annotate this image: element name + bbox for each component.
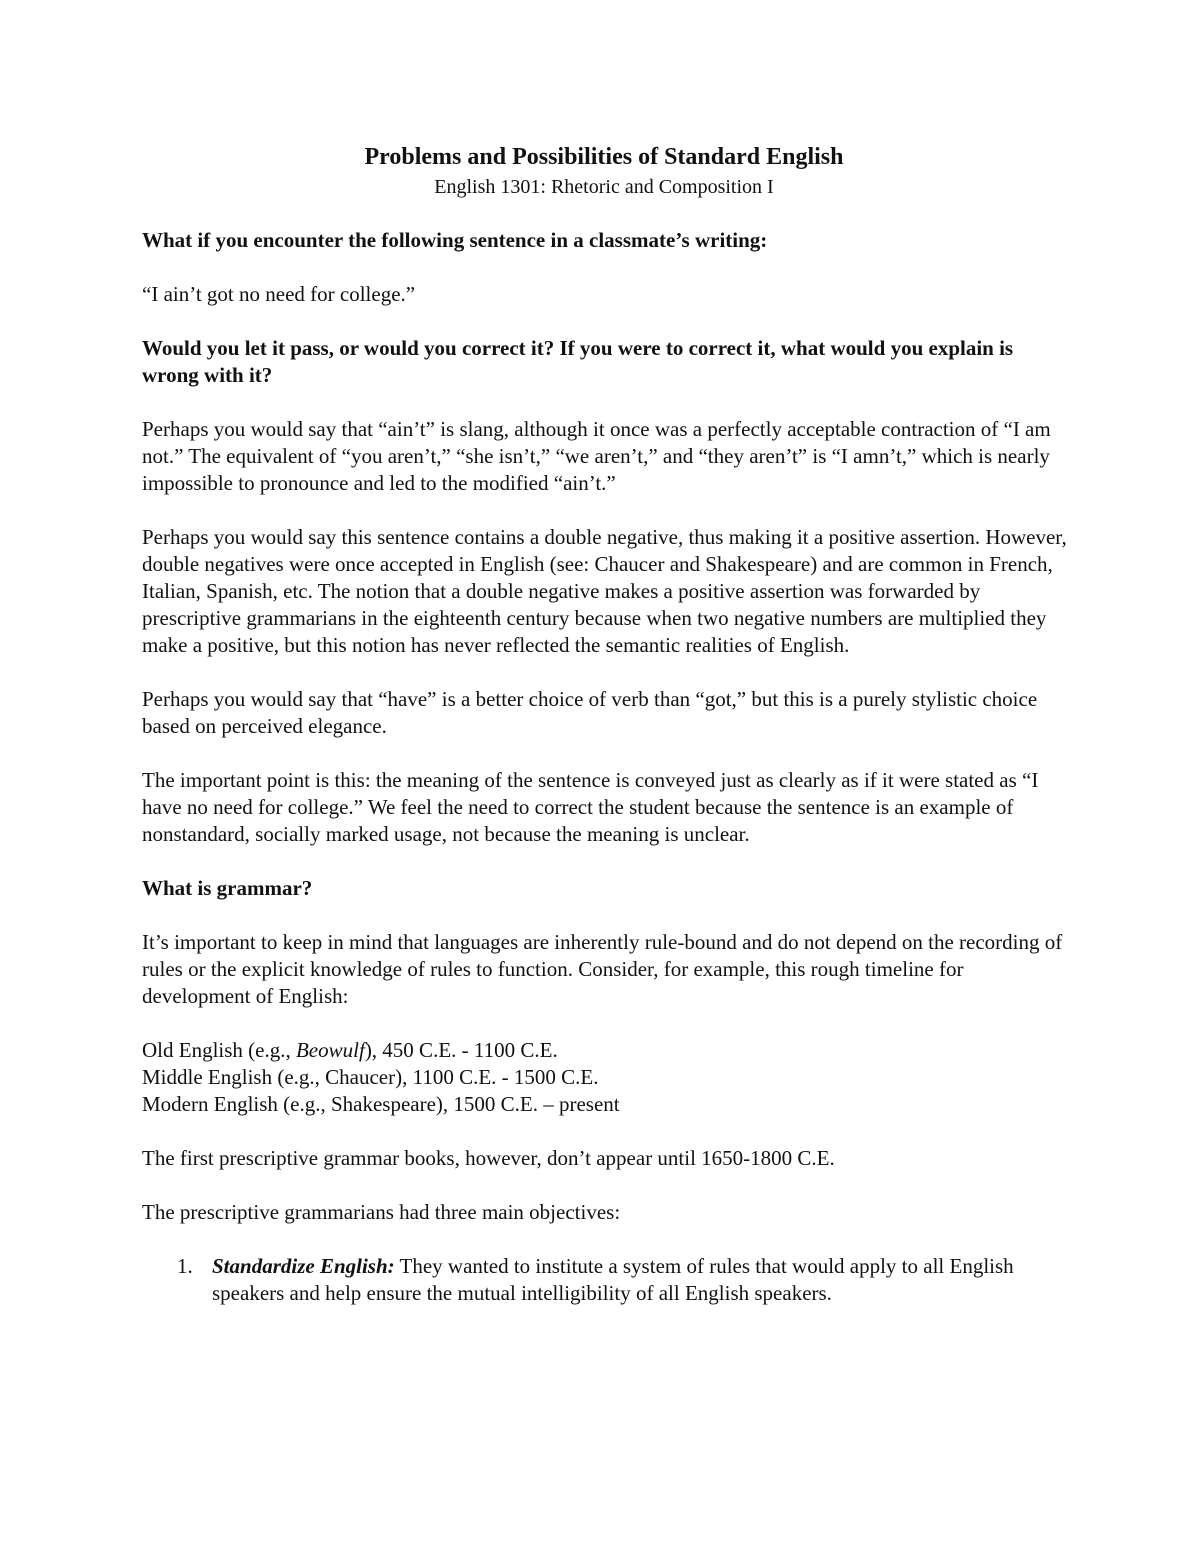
timeline-middle-english: Middle English (e.g., Chaucer), 1100 C.E. - 1500 C.E.	[142, 1065, 599, 1089]
paragraph-double-negative: Perhaps you would say this sentence contains a double negative, thus making it a positive assertion. However, double negatives were once accepted in English (see: Chaucer and Shakespeare) and are common in French, Italian, Spanish, etc. The notion that a double negative makes a positive assertion was forwarded by prescriptive grammarians in the eighteenth century because when two negative numbers are multiplied they make a positive, but this notion has never reflected the semantic realities of English.	[142, 525, 1067, 657]
paragraph-first-grammars: The first prescriptive grammar books, however, don’t appear until 1650-1800 C.E.	[142, 1146, 835, 1170]
example-sentence: “I ain’t got no need for college.”	[142, 282, 416, 306]
timeline-modern-english: Modern English (e.g., Shakespeare), 1500 C.E. – present	[142, 1092, 620, 1116]
paragraph-aint: Perhaps you would say that “ain’t” is slang, although it once was a perfectly acceptable contraction of “I am not.” The equivalent of “you aren’t,” “she isn’t,” “we aren’t,” and “they aren’t” is “I amn’t,” which is nearly impossible to pronounce and led to the modified “ain’t.”	[142, 417, 1051, 495]
document-body	[142, 140, 1072, 1307]
document-title: Problems and Possibilities of Standard English	[364, 144, 844, 170]
list-item-number: 1.	[177, 1254, 193, 1278]
timeline-old-suffix: ), 450 C.E. - 1100 C.E.	[364, 1038, 558, 1062]
question-paragraph: Would you let it pass, or would you correct it? If you were to correct it, what would you explain is wrong with it?	[142, 336, 1014, 387]
paragraph-have-got: Perhaps you would say that “have” is a better choice of verb than “got,” but this is a purely stylistic choice based on perceived elegance.	[142, 687, 1038, 738]
timeline-old-work: Beowulf	[295, 1038, 365, 1062]
section-heading-grammar: What is grammar?	[142, 876, 313, 900]
timeline	[142, 1037, 1072, 1118]
list-item	[142, 1253, 1072, 1307]
timeline-old-prefix: Old English (e.g.,	[142, 1038, 296, 1062]
list-item-text: They wanted to institute a system of rules that would apply to all English speakers and help ensure the mutual intelligibility of all English speakers.	[212, 1254, 1014, 1305]
question-heading: What if you encounter the following sentence in a classmate’s writing:	[142, 228, 768, 252]
list-item-term: Standardize English:	[212, 1254, 395, 1278]
paragraph-rule-bound: It’s important to keep in mind that languages are inherently rule-bound and do not depend on the recording of rules or the explicit knowledge of rules to function. Consider, for example, this rough timeline for development of English:	[142, 930, 1063, 1008]
timeline-old-english	[142, 1037, 1072, 1064]
paragraph-objectives: The prescriptive grammarians had three main objectives:	[142, 1200, 621, 1224]
objectives-list	[142, 1253, 1072, 1307]
document-subtitle: English 1301: Rhetoric and Composition I	[434, 176, 774, 198]
paragraph-important-point: The important point is this: the meaning of the sentence is conveyed just as clearly as if it were stated as “I have no need for college.” We feel the need to correct the student because the sentence is an example of nonstandard, socially marked usage, not because the meaning is unclear.	[142, 768, 1039, 846]
